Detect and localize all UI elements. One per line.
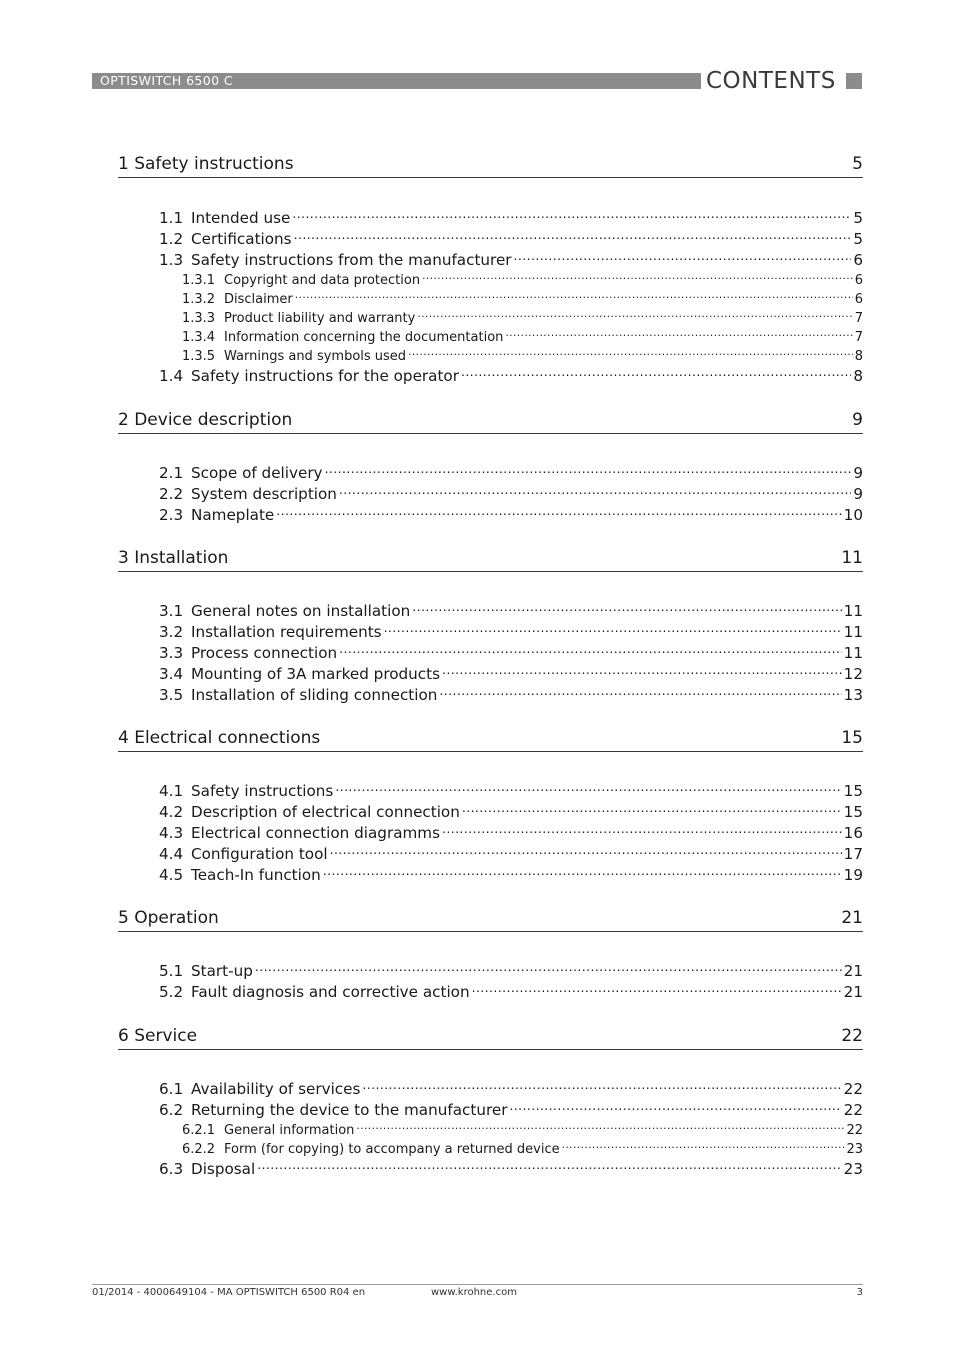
entry-number: 4.4 bbox=[159, 845, 184, 864]
entry-page: 9 bbox=[853, 464, 863, 483]
dot-leader bbox=[339, 643, 842, 658]
toc-section-title: 2 Device description bbox=[118, 410, 293, 430]
entry-label: Electrical connection diagramms bbox=[191, 824, 440, 843]
toc-entry-2-1[interactable] bbox=[159, 463, 863, 483]
toc-entry-1-3-1[interactable] bbox=[182, 271, 863, 289]
dot-leader bbox=[417, 309, 852, 322]
entry-label: Mounting of 3A marked products bbox=[191, 665, 440, 684]
entry-label: Description of electrical connection bbox=[191, 803, 460, 822]
toc-section-page: 9 bbox=[852, 410, 863, 430]
toc-section-title: 3 Installation bbox=[118, 548, 229, 568]
toc-section-title: 1 Safety instructions bbox=[118, 154, 294, 174]
entry-label: Intended use bbox=[191, 209, 291, 228]
entry-label: Process connection bbox=[191, 644, 338, 663]
header-square-marker bbox=[846, 73, 862, 89]
toc-entry-1-2[interactable] bbox=[159, 229, 863, 249]
dot-leader bbox=[330, 844, 842, 859]
toc-entry-5-2[interactable] bbox=[159, 982, 863, 1002]
toc-section-4[interactable] bbox=[118, 728, 863, 752]
entry-page: 5 bbox=[853, 209, 863, 228]
entry-page: 22 bbox=[843, 1101, 863, 1120]
toc-entry-6-1[interactable] bbox=[159, 1079, 863, 1099]
dot-leader bbox=[362, 1079, 841, 1094]
toc-entry-6-2[interactable] bbox=[159, 1100, 863, 1120]
toc-entry-3-5[interactable] bbox=[159, 685, 863, 705]
header-section-title: CONTENTS bbox=[706, 68, 836, 94]
entry-label: Warnings and symbols used bbox=[224, 349, 407, 364]
entry-page: 22 bbox=[843, 1080, 863, 1099]
entry-label: Installation requirements bbox=[191, 623, 382, 642]
entry-label: Fault diagnosis and corrective action bbox=[191, 983, 470, 1002]
entry-page: 6 bbox=[853, 251, 863, 270]
entry-page: 8 bbox=[853, 367, 863, 386]
dot-leader bbox=[294, 229, 852, 244]
toc-entry-2-3[interactable] bbox=[159, 505, 863, 525]
dot-leader bbox=[442, 664, 842, 679]
entry-label: Form (for copying) to accompany a returned device bbox=[224, 1142, 560, 1157]
entry-page: 7 bbox=[854, 330, 863, 345]
dot-leader bbox=[422, 271, 853, 284]
entry-label: Certifications bbox=[191, 230, 292, 249]
dot-leader bbox=[255, 961, 842, 976]
toc-entry-6-2-2[interactable] bbox=[182, 1140, 863, 1158]
entry-number: 2.2 bbox=[159, 485, 184, 504]
entry-page: 9 bbox=[853, 485, 863, 504]
footer-divider bbox=[92, 1284, 863, 1285]
toc-entry-1-3[interactable] bbox=[159, 250, 863, 270]
footer-page-number: 3 bbox=[856, 1287, 863, 1298]
dot-leader bbox=[461, 366, 851, 381]
dot-leader bbox=[325, 463, 852, 478]
toc-section-page: 22 bbox=[841, 1026, 863, 1046]
entry-number: 1.3.2 bbox=[182, 292, 216, 307]
entry-number: 3.2 bbox=[159, 623, 184, 642]
dot-leader bbox=[335, 781, 841, 796]
entry-page: 5 bbox=[853, 230, 863, 249]
entry-number: 3.4 bbox=[159, 665, 184, 684]
dot-leader bbox=[408, 347, 853, 360]
entry-label: Disposal bbox=[191, 1160, 256, 1179]
entry-page: 10 bbox=[843, 506, 863, 525]
dot-leader bbox=[384, 622, 842, 637]
toc-entry-4-1[interactable] bbox=[159, 781, 863, 801]
entry-label: Safety instructions for the operator bbox=[191, 367, 459, 386]
entry-page: 6 bbox=[854, 292, 863, 307]
entry-number: 6.3 bbox=[159, 1160, 184, 1179]
dot-leader bbox=[505, 328, 852, 341]
toc-entry-3-4[interactable] bbox=[159, 664, 863, 684]
entry-number: 6.2.1 bbox=[182, 1123, 216, 1138]
entry-number: 1.4 bbox=[159, 367, 184, 386]
entry-page: 12 bbox=[843, 665, 863, 684]
dot-leader bbox=[276, 505, 841, 520]
toc-entry-4-2[interactable] bbox=[159, 802, 863, 822]
dot-leader bbox=[562, 1140, 845, 1153]
entry-number: 5.1 bbox=[159, 962, 184, 981]
entry-number: 4.2 bbox=[159, 803, 184, 822]
entry-label: Scope of delivery bbox=[191, 464, 323, 483]
entry-page: 15 bbox=[843, 782, 863, 801]
entry-page: 23 bbox=[846, 1142, 863, 1157]
toc-section-6[interactable] bbox=[118, 1026, 863, 1050]
dot-leader bbox=[295, 290, 853, 303]
toc-entry-1-4[interactable] bbox=[159, 366, 863, 386]
toc-section-title: 4 Electrical connections bbox=[118, 728, 321, 748]
dot-leader bbox=[292, 208, 851, 223]
entry-number: 2.1 bbox=[159, 464, 184, 483]
dot-leader bbox=[514, 250, 852, 265]
toc-entry-1-3-4[interactable] bbox=[182, 328, 863, 346]
entry-page: 21 bbox=[843, 983, 863, 1002]
entry-label: Configuration tool bbox=[191, 845, 328, 864]
toc-entry-3-1[interactable] bbox=[159, 601, 863, 621]
entry-number: 3.1 bbox=[159, 602, 184, 621]
dot-leader bbox=[356, 1121, 844, 1134]
entry-label: Disclaimer bbox=[224, 292, 293, 307]
toc-entry-4-3[interactable] bbox=[159, 823, 863, 843]
toc-entry-4-4[interactable] bbox=[159, 844, 863, 864]
toc-entry-3-3[interactable] bbox=[159, 643, 863, 663]
entry-number: 4.1 bbox=[159, 782, 184, 801]
entry-number: 6.1 bbox=[159, 1080, 184, 1099]
toc-entry-1-3-3[interactable] bbox=[182, 309, 863, 327]
dot-leader bbox=[439, 685, 841, 700]
entry-label: Information concerning the documentation bbox=[224, 330, 504, 345]
entry-label: Availability of services bbox=[191, 1080, 361, 1099]
entry-label: Returning the device to the manufacturer bbox=[191, 1101, 508, 1120]
dot-leader bbox=[442, 823, 842, 838]
toc-section-3[interactable] bbox=[118, 548, 863, 572]
entry-number: 4.5 bbox=[159, 866, 184, 885]
toc-entry-2-2[interactable] bbox=[159, 484, 863, 504]
entry-page: 6 bbox=[854, 273, 863, 288]
entry-number: 3.5 bbox=[159, 686, 184, 705]
entry-page: 15 bbox=[843, 803, 863, 822]
entry-number: 1.3.1 bbox=[182, 273, 216, 288]
entry-label: Copyright and data protection bbox=[224, 273, 421, 288]
toc-section-2[interactable] bbox=[118, 410, 863, 434]
toc-section-title: 6 Service bbox=[118, 1026, 198, 1046]
toc-entry-5-1[interactable] bbox=[159, 961, 863, 981]
toc-section-1[interactable] bbox=[118, 154, 863, 178]
entry-label: Nameplate bbox=[191, 506, 275, 525]
entry-page: 21 bbox=[843, 962, 863, 981]
dot-leader bbox=[339, 484, 851, 499]
toc-entry-1-1[interactable] bbox=[159, 208, 863, 228]
entry-label: General information bbox=[224, 1123, 355, 1138]
entry-number: 1.1 bbox=[159, 209, 184, 228]
entry-page: 11 bbox=[843, 623, 863, 642]
entry-number: 1.3.3 bbox=[182, 311, 216, 326]
entry-page: 23 bbox=[843, 1160, 863, 1179]
entry-label: Start-up bbox=[191, 962, 253, 981]
entry-page: 7 bbox=[854, 311, 863, 326]
toc-section-title: 5 Operation bbox=[118, 908, 219, 928]
entry-number: 5.2 bbox=[159, 983, 184, 1002]
toc-entry-1-3-2[interactable] bbox=[182, 290, 863, 308]
entry-label: Teach-In function bbox=[191, 866, 321, 885]
entry-number: 1.2 bbox=[159, 230, 184, 249]
entry-page: 16 bbox=[843, 824, 863, 843]
entry-number: 2.3 bbox=[159, 506, 184, 525]
toc-section-page: 21 bbox=[841, 908, 863, 928]
entry-page: 19 bbox=[843, 866, 863, 885]
toc-entry-4-5[interactable] bbox=[159, 865, 863, 885]
header-doc-title: OPTISWITCH 6500 C bbox=[100, 73, 233, 88]
dot-leader bbox=[412, 601, 841, 616]
entry-page: 17 bbox=[843, 845, 863, 864]
entry-page: 11 bbox=[843, 644, 863, 663]
entry-label: General notes on installation bbox=[191, 602, 411, 621]
toc-entry-3-2[interactable] bbox=[159, 622, 863, 642]
entry-page: 13 bbox=[843, 686, 863, 705]
entry-number: 4.3 bbox=[159, 824, 184, 843]
dot-leader bbox=[257, 1159, 841, 1174]
dot-leader bbox=[509, 1100, 841, 1115]
footer-doc-reference: 01/2014 - 4000649104 - MA OPTISWITCH 6500 R04 en bbox=[92, 1287, 366, 1298]
toc-section-page: 15 bbox=[841, 728, 863, 748]
entry-label: System description bbox=[191, 485, 337, 504]
entry-page: 11 bbox=[843, 602, 863, 621]
entry-label: Safety instructions from the manufacturer bbox=[191, 251, 512, 270]
toc-entry-6-2-1[interactable] bbox=[182, 1121, 863, 1139]
entry-label: Installation of sliding connection bbox=[191, 686, 438, 705]
entry-number: 1.3.4 bbox=[182, 330, 216, 345]
footer-website-link[interactable]: www.krohne.com bbox=[431, 1287, 517, 1298]
entry-label: Safety instructions bbox=[191, 782, 334, 801]
entry-page: 22 bbox=[846, 1123, 863, 1138]
entry-number: 1.3.5 bbox=[182, 349, 216, 364]
entry-number: 6.2 bbox=[159, 1101, 184, 1120]
toc-section-page: 5 bbox=[852, 154, 863, 174]
toc-entry-6-3[interactable] bbox=[159, 1159, 863, 1179]
toc-section-5[interactable] bbox=[118, 908, 863, 932]
entry-page: 8 bbox=[854, 349, 863, 364]
toc-entry-1-3-5[interactable] bbox=[182, 347, 863, 365]
dot-leader bbox=[472, 982, 842, 997]
dot-leader bbox=[462, 802, 842, 817]
entry-label: Product liability and warranty bbox=[224, 311, 416, 326]
dot-leader bbox=[323, 865, 842, 880]
entry-number: 6.2.2 bbox=[182, 1142, 216, 1157]
entry-number: 1.3 bbox=[159, 251, 184, 270]
entry-number: 3.3 bbox=[159, 644, 184, 663]
toc-section-page: 11 bbox=[841, 548, 863, 568]
